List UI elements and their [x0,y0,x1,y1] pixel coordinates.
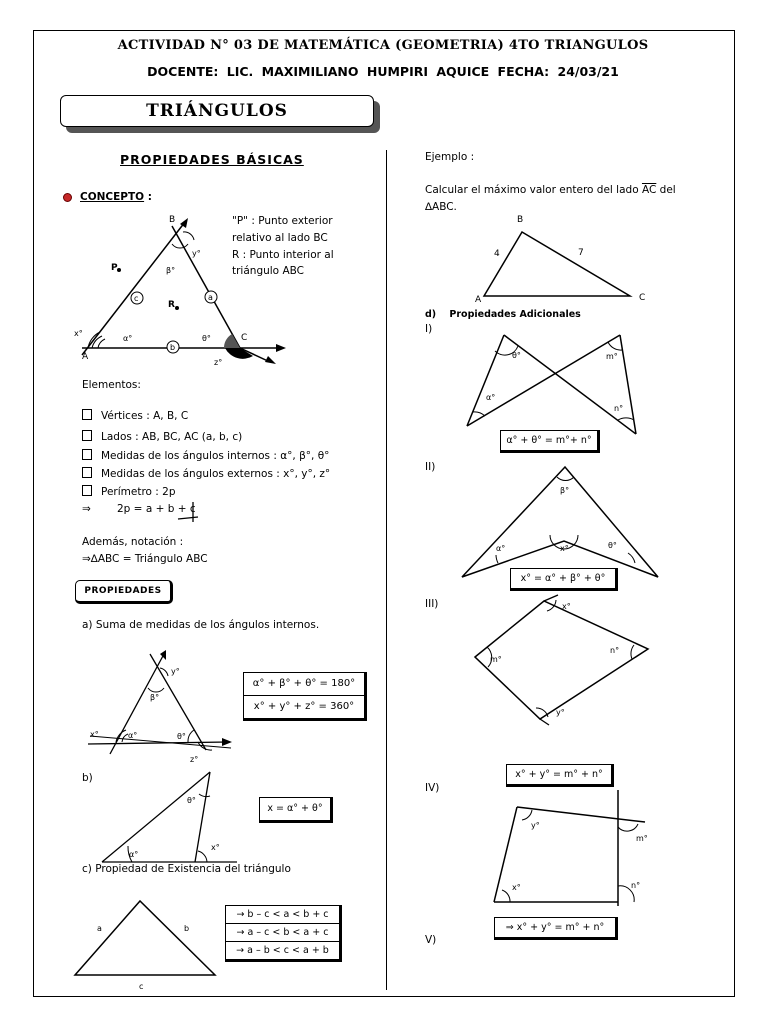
section-d-letter: d) [425,309,437,320]
elements-title: Elementos: [82,379,141,391]
ex-side-bc: 7 [578,248,584,258]
existence-formulas [225,905,342,962]
formula-concave: x° = α° + β° + θ° [510,568,618,591]
fig4r-m: m° [636,834,648,843]
figc-a: a [97,924,102,933]
ex-side-ab: 4 [494,249,500,259]
fig1-label-c: c [134,294,139,303]
fig4r-y: y° [531,821,540,830]
note-line-4: triángulo ABC [232,265,304,277]
formula-exterior-angle: x = α° + θ° [259,797,333,823]
roman-4: IV) [425,782,440,794]
element-external-angles [82,467,330,481]
roman-1: I) [425,323,433,335]
fig2r-alpha: α° [496,544,506,553]
fig1-theta: θ° [202,334,211,343]
example-label: Ejemplo : [425,151,475,163]
properties-heading: PROPIEDADES [75,580,173,604]
element-vertices [82,409,188,423]
figb-x: x° [211,843,220,852]
note-line-1: "P" : Punto exterior [232,215,333,227]
figb-theta: θ° [187,796,196,805]
roman-3: III) [425,598,439,610]
existence-formula-2: → a – c < b < a + c [226,924,339,942]
angle-sum-formulas [243,672,367,721]
figc-b: b [184,924,190,933]
example-statement [425,184,676,197]
fig1-beta: β° [166,266,176,275]
fig3r-n: n° [610,646,620,655]
section-title: PROPIEDADES BÁSICAS [120,152,304,167]
element-vertices-text: Vértices : A, B, C [101,410,189,422]
figa-theta: θ° [177,732,186,741]
fig1-z: z° [214,358,223,367]
fig2r-x: x° [560,544,569,553]
header-teacher-date: DOCENTE: LIC. MAXIMILIANO HUMPIRI AQUICE FECHA: 24/03/21 [147,64,619,79]
header-title: ACTIVIDAD N° 03 DE MATEMÁTICA (GEOMETRIA) 4TO TRIANGULOS [117,38,649,53]
angle-sum-figure [88,650,248,770]
prop-b-text: b) [82,772,93,784]
fig1-vertex-a: A [82,352,89,362]
fig1-label-a: a [208,293,213,302]
fig1r-theta: θ° [512,351,521,360]
figa-x: x° [90,730,99,739]
note-line-2: relativo al lado BC [232,232,328,244]
fig4r-n: n° [631,881,641,890]
formula-external-sum: x° + y° + z° = 360° [253,701,355,712]
element-internal-angles-text: Medidas de los ángulos internos : α°, β°, θ° [101,450,330,462]
ademas-text: Además, notación : [82,536,184,548]
fig3r-m: m° [490,655,502,664]
example-side: $\overline{AC}$ [641,184,657,196]
ex-vertex-a: A [475,295,482,305]
bullet-icon [63,193,72,202]
roman-5: V) [425,934,437,946]
figa-z: z° [190,755,199,764]
fig1-point-r: R [168,300,175,310]
figa-y: y° [171,667,180,676]
existence-formula-3: → a – b < c < a + b [236,945,329,956]
perimeter-check-mark [176,500,206,524]
fig1-vertex-c: C [241,333,248,343]
section-d [425,309,581,321]
fig3r-x: x° [562,602,571,611]
fig3r-y: y° [556,708,565,717]
ex-vertex-b: B [517,215,524,225]
quadrilateral-iv-figure [490,790,660,915]
notation-text: ⇒∆ABC = Triángulo ABC [82,553,208,565]
fig1-label-b: b [170,343,176,352]
fig1-alpha: α° [123,334,133,343]
fig1-vertex-b: B [169,215,176,225]
fig2r-beta: β° [560,486,570,495]
element-sides-text: Lados : AB, BC, AC (a, b, c) [101,431,243,443]
concept-label: CONCEPTO [80,191,145,203]
element-perimeter-text: Perímetro : 2p [101,486,176,498]
fig1r-m: m° [606,352,618,361]
figc-c: c [139,982,144,991]
figa-beta: β° [150,693,160,702]
formula-internal-sum: α° + β° + θ° = 180° [244,673,364,696]
figa-alpha: α° [128,731,138,740]
fig1r-alpha: α° [486,393,496,402]
concept-triangle-figure [60,210,360,370]
ex-vertex-c: C [639,293,646,303]
crossed-triangles-figure [462,330,642,430]
fig2r-theta: θ° [608,541,617,550]
column-divider [386,150,387,990]
formula-quad-iv: ⇒ x° + y° = m° + n° [494,917,618,940]
formula-crossed: α° + θ° = m°+ n° [500,430,600,453]
fig4r-x: x° [512,883,521,892]
perimeter-arrow: ⇒ [82,503,91,515]
fig1r-n: n° [614,404,624,413]
element-perimeter [82,485,176,499]
prop-c-text: c) Propiedad de Existencia del triángulo [82,863,291,875]
existence-triangle-figure [70,895,220,990]
concave-quad-figure [460,465,660,580]
exterior-angle-figure [92,768,242,868]
note-line-3: R : Punto interior al [232,249,334,261]
page-title: TRIÁNGULOS [60,95,374,127]
perimeter-formula: 2p = a + b + c [117,503,196,515]
figb-alpha: α° [129,850,139,859]
prop-a-text: a) Suma de medidas de los ángulos internos. [82,619,320,631]
fig1-point-p: P [111,263,118,273]
roman-2: II) [425,461,436,473]
existence-formula-1: → b – c < a < b + c [226,906,339,924]
formula-quad-iii: x° + y° = m° + n° [506,764,614,787]
example-text-1: Calcular el máximo valor entero del lado [425,184,639,196]
example-triangle-figure [472,210,652,305]
element-sides [82,430,242,444]
example-text-2: del [659,184,676,196]
concept-colon: : [147,191,152,203]
quadrilateral-iii-figure [470,595,660,725]
section-d-title: Propiedades Adicionales [449,309,581,320]
fig1-y: y° [192,249,201,258]
example-text-3: ∆ABC. [425,201,457,213]
fig1-x: x° [74,329,83,338]
concept-heading [80,191,152,204]
element-external-angles-text: Medidas de los ángulos externos : x°, y°, z° [101,468,331,480]
element-internal-angles [82,449,329,463]
